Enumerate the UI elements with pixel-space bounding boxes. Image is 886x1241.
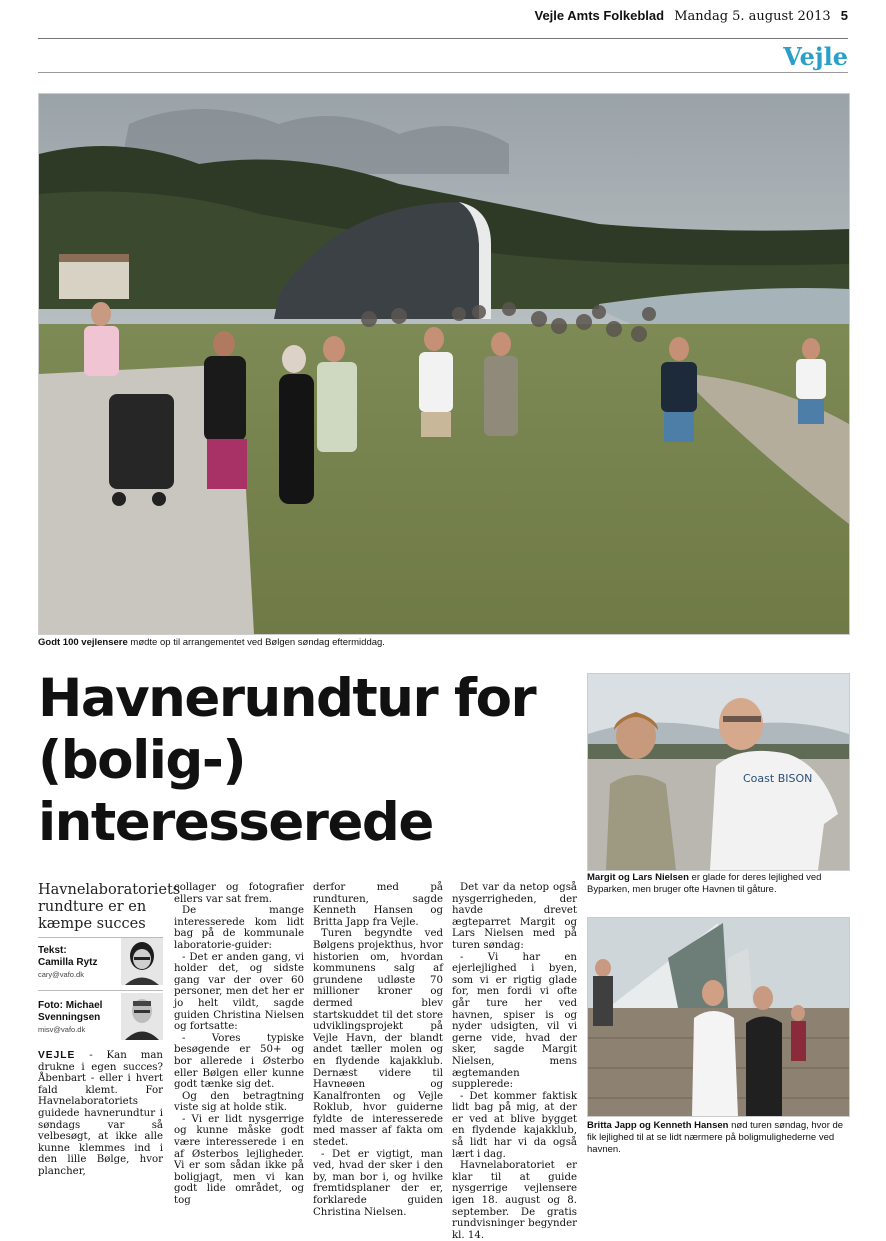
- caption-lead: Britta Japp og Kenneth Hansen: [587, 1120, 729, 1131]
- body-paragraph: collager og fotografier ellers var sat frem.: [174, 882, 304, 905]
- body-paragraph: - Det er vigtigt, man ved, hvad der sker i den by, man bor i, og hvilke fremtidsplaner der er, forklarede guiden Christina Nielsen.: [313, 1148, 443, 1218]
- author-portrait: [121, 938, 163, 985]
- main-photo: [38, 93, 850, 635]
- photographer-portrait: [121, 993, 163, 1040]
- article-lead: Havnelaboratoriets rundture er en kæmpe succes: [38, 882, 181, 932]
- body-paragraph: - Det er anden gang, vi holder det, og sidste gang var der over 60 personer, men det her er jo helt vildt, sagde guiden Christina Nielsen og fortsatte:: [174, 951, 304, 1033]
- byline-email[interactable]: cary@vafo.dk: [38, 970, 84, 979]
- body-paragraph: De mange interesserede kom lidt bag på de kommunale laboratorie-guider:: [174, 905, 304, 951]
- body-paragraph: Havnelaboratoriet er klar til at guide nysgerrige vejlensere igen 18. august og 8. september. De gratis rundvisninger begynder kl. 14.: [452, 1160, 577, 1241]
- headline-line: interesserede: [38, 792, 433, 853]
- portrait-illustration: [121, 993, 163, 1040]
- headline-line: (bolig-): [38, 730, 246, 791]
- photo-pair-illustration: [588, 918, 849, 1116]
- main-photo-caption: [38, 637, 848, 649]
- byline-name: Svenningsen: [38, 1012, 101, 1023]
- caption-text: er glade for deres lejlighed ved Byparken, men bruger ofte Havnen til gåture.: [587, 872, 822, 895]
- caption-lead: Godt 100 vejlensere: [38, 637, 128, 648]
- body-paragraph: - Vi er lidt nysgerrige og kunne måske godt være interesserede i en af Østerbos lejligheder. Vi er som sådan ikke på boligjagt, men vi kan godt lide området, og tog: [174, 1113, 304, 1207]
- body-paragraph: [38, 1050, 163, 1178]
- section-title: Vejle: [783, 42, 848, 71]
- body-paragraph: Turen begyndte ved Bølgens projekthus, hvor historien om, hvordan kommunens salg af grundene udløste 70 millioner kroner og dermed blev startskuddet til det store udviklingsprojekt på Vejle Havn, der blandt andet tæller molen og en flydende kajakklub. Dernæst videre til Havneøen og Kanalfronten og Vejle Roklub, hvor guiderne fyldte de interesserede med masser af fakta om stedet.: [313, 928, 443, 1149]
- portrait-illustration: [121, 938, 163, 985]
- photo-pair-caption: [587, 1120, 849, 1156]
- byline-text: [38, 945, 118, 981]
- body-paragraph: - Vi har en ejerlejlighed i byen, som vi er rigtig glade for, men fordi vi ofte går ture her ved havnen, spiser is og nyder udsigten, vil vi gerne vide, hvad der sker, sagde Margit Nielsen, mens ægtemanden supplerede:: [452, 951, 577, 1091]
- main-photo-illustration: [39, 94, 849, 634]
- photo-couple: [587, 673, 850, 871]
- body-paragraph: Det var da netop også nysgerrigheden, der havde drevet ægteparret Margit og Lars Nielsen med på turen søndag:: [452, 882, 577, 951]
- body-column-1: [38, 1050, 163, 1178]
- body-paragraph: Og den betragtning viste sig at holde stik.: [174, 1090, 304, 1114]
- byline-name: Camilla Rytz: [38, 957, 98, 968]
- byline-photo: [38, 1000, 120, 1036]
- article-headline: [38, 668, 578, 854]
- body-column-2: [174, 882, 304, 1207]
- photo-couple-illustration: [588, 674, 849, 870]
- byline-label: Tekst:: [38, 945, 67, 956]
- issue-date: Mandag 5. august 2013: [674, 9, 831, 24]
- body-paragraph: - Vores typiske besøgende er 50+ og bor allerede i Østerbo eller Bølgen eller kunne godt tænke sig det.: [174, 1032, 304, 1091]
- body-paragraph: derfor med på rundturen, sagde Kenneth Hansen og Britta Japp fra Vejle.: [313, 882, 443, 928]
- byline-rule: [38, 990, 163, 991]
- body-paragraph: - Det kommer faktisk lidt bag på mig, at der er ved at blive bygget en flydende kajakklub, så lidt har vi da også lært i dag.: [452, 1090, 577, 1160]
- photo-pair: [587, 917, 850, 1117]
- caption-text: nød turen søndag, hvor de fik lejlighed til at se lidt nærmere på boligmulighederne ved havnen.: [587, 1120, 844, 1155]
- shirt-print: Coast BISON: [743, 772, 813, 785]
- byline-email[interactable]: misv@vafo.dk: [38, 1025, 86, 1034]
- dateline: VEJLE: [38, 1050, 76, 1061]
- body-column-4: [452, 882, 577, 1241]
- section-rule: [38, 72, 848, 73]
- paragraph-text: - Kan man drukne i egen succes? Åbenbart - eller i hvert fald klemt. For Havnelaboratoriets guidede havnerundtur i søndags var så velbesøgt, at ikke alle kunne klemmes ind i den lille Bølge, hvor plancher,: [38, 1050, 163, 1177]
- page-number: 5: [840, 8, 848, 23]
- caption-lead: Margit og Lars Nielsen: [587, 872, 689, 883]
- header-rule: [38, 38, 848, 39]
- body-column-3: [313, 882, 443, 1218]
- caption-text: mødte op til arrangementet ved Bølgen søndag eftermiddag.: [127, 637, 385, 648]
- page-header: [38, 8, 848, 30]
- newspaper-name: Vejle Amts Folkeblad: [534, 8, 665, 23]
- headline-line: Havnerundtur for: [38, 668, 536, 729]
- byline-label: Foto: Michael: [38, 1000, 103, 1011]
- photo-couple-caption: [587, 872, 849, 896]
